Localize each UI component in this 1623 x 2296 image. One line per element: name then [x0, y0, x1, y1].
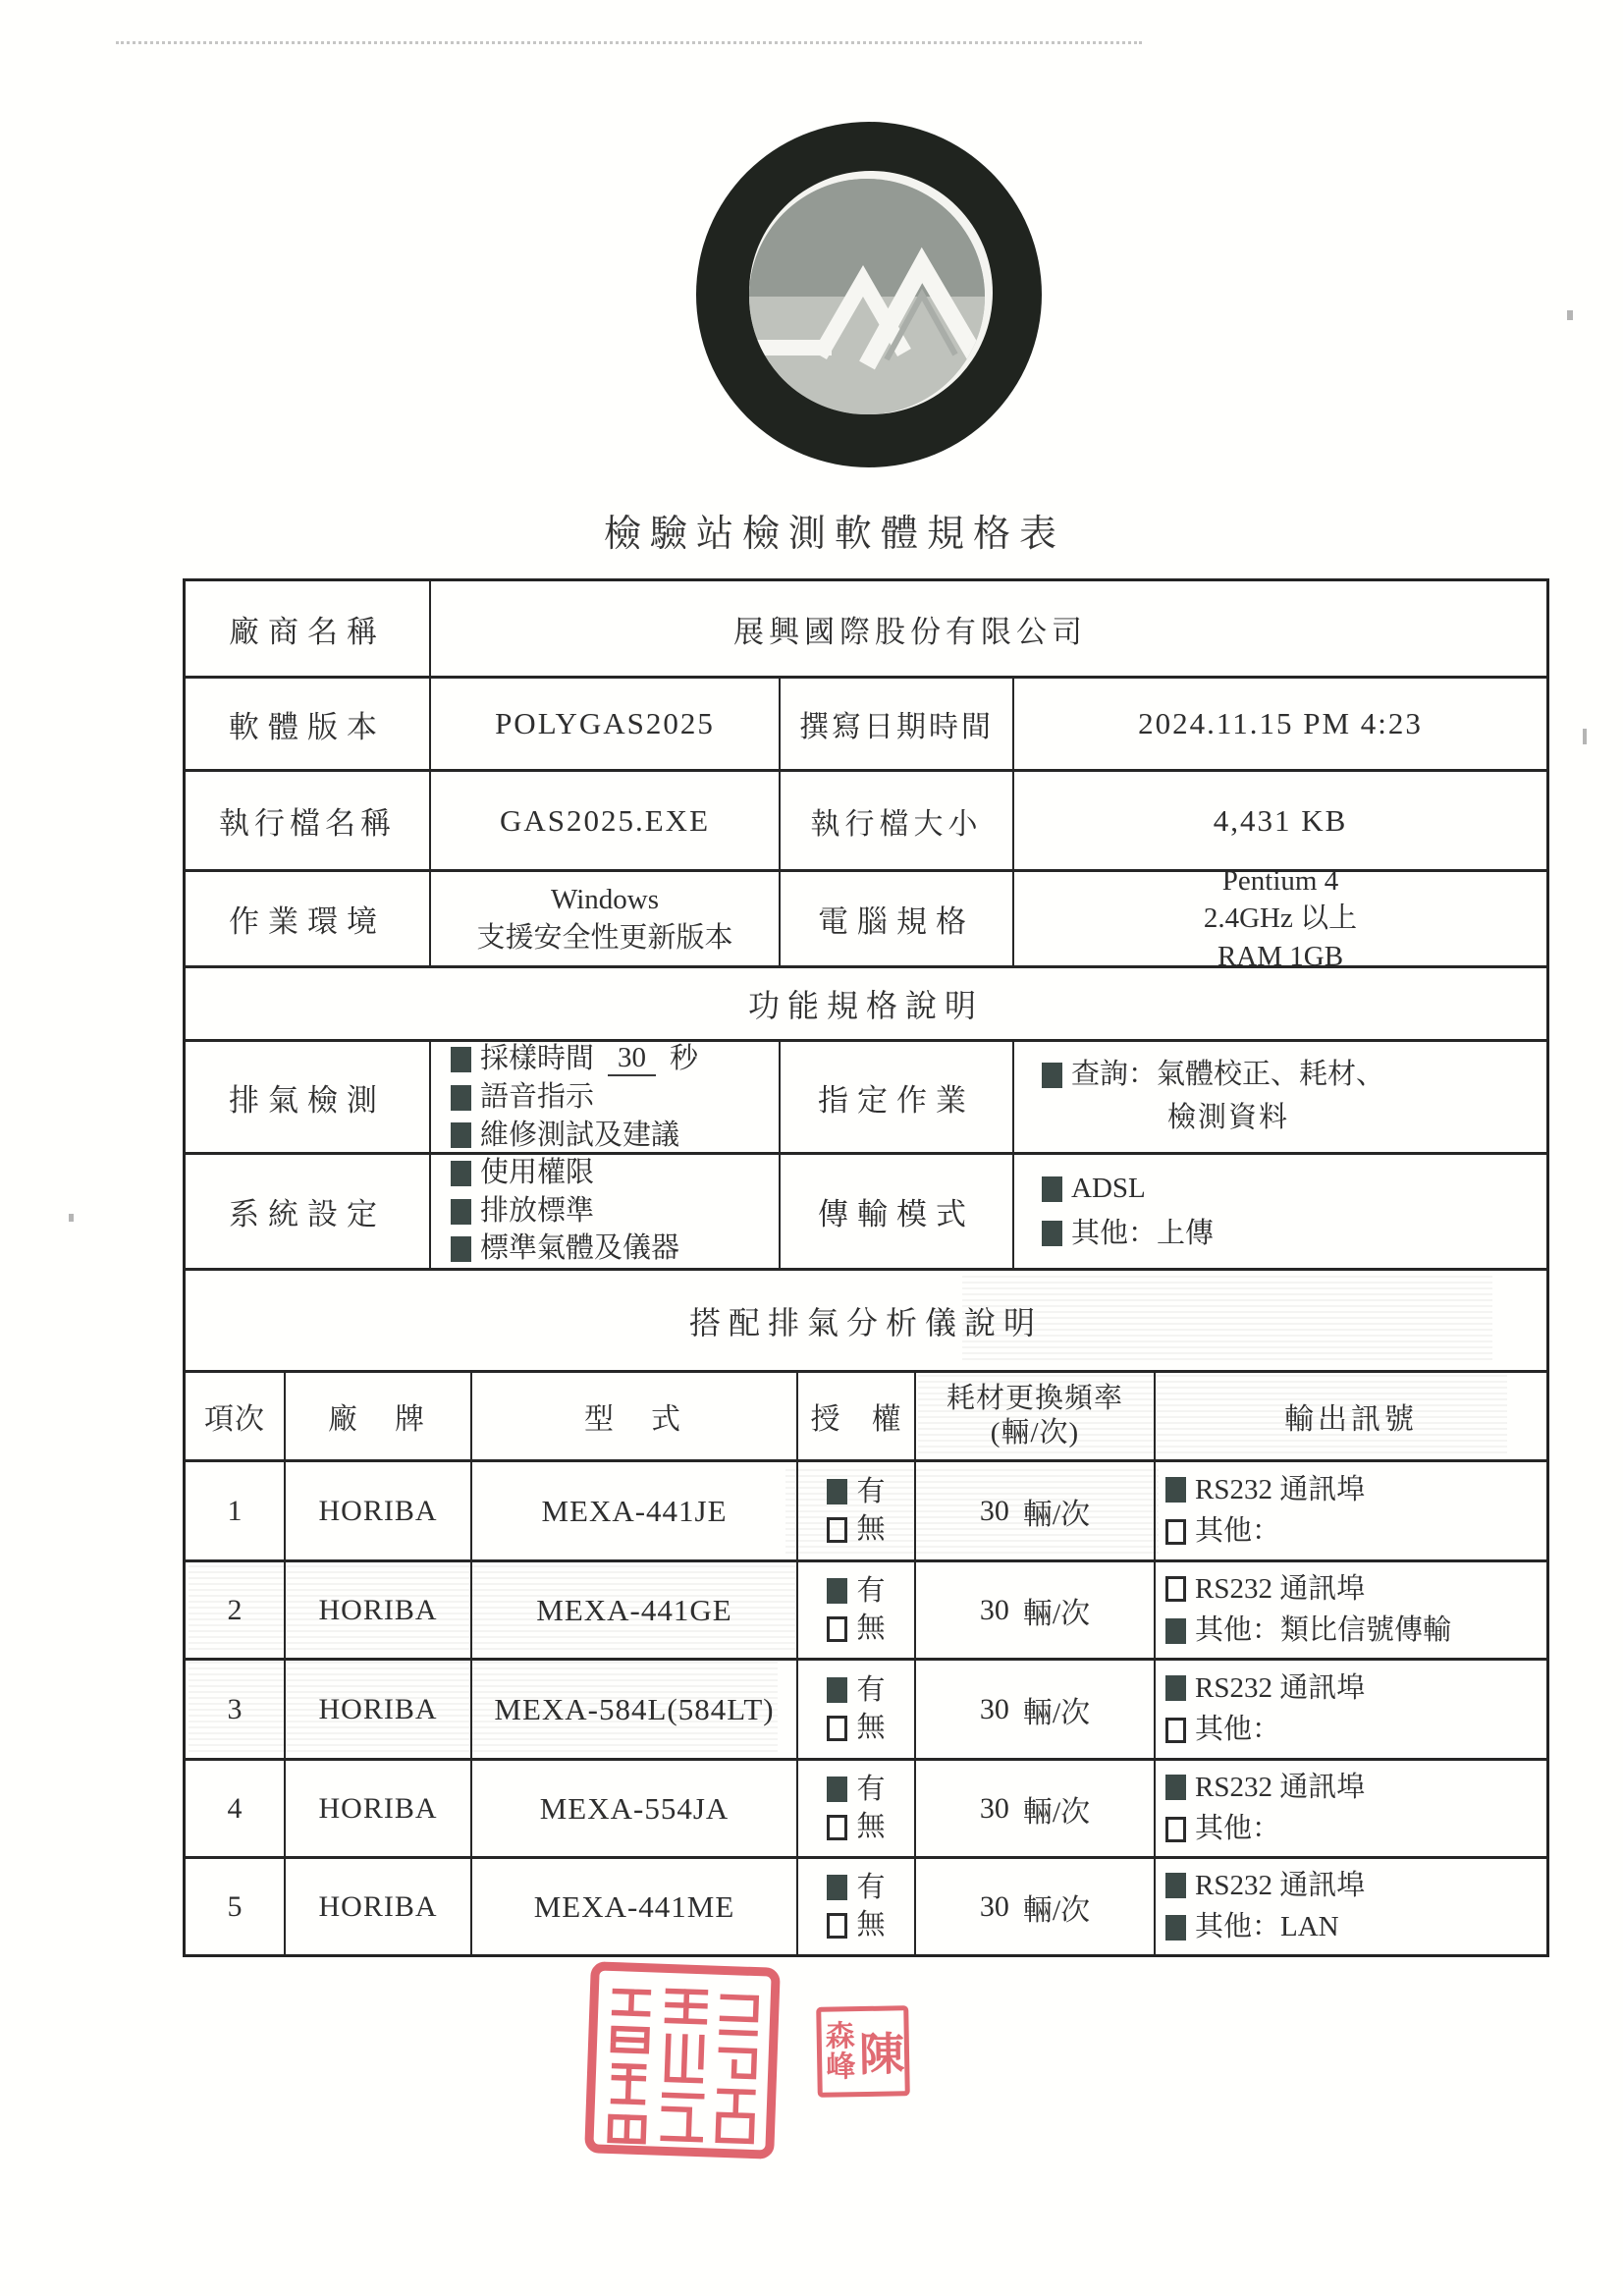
job-value [1014, 1059, 1546, 1135]
sys-item-permission [451, 1157, 779, 1189]
analyzer-row-5 [186, 1856, 1546, 1954]
checkbox-other [1165, 1915, 1186, 1941]
row-func-header [186, 965, 1546, 1039]
checkbox-rs232 [1165, 1775, 1186, 1800]
row2-freq [914, 1562, 1154, 1658]
scan-speck [69, 1214, 74, 1222]
col-model-cell [470, 1373, 796, 1459]
company-seal-icon [584, 1961, 782, 2160]
company-seal-stamp [584, 1961, 782, 2160]
row5-brand: HORIBA [318, 1889, 438, 1923]
row1-signal [1154, 1462, 1546, 1559]
freq-value: 30 [979, 1692, 1009, 1725]
auth-yes-label: 有 [856, 1773, 886, 1805]
auth-yes-label: 有 [856, 1871, 886, 1903]
os-label: 作業環境 [229, 904, 386, 939]
checkbox-maintenance [451, 1122, 471, 1148]
date-value: 2024.11.15 PM 4:23 [1138, 706, 1423, 740]
checkbox-voice [451, 1085, 471, 1111]
job-label-cell [779, 1042, 1012, 1152]
checkbox-sampling [451, 1047, 471, 1072]
standard-gas-text: 標準氣體及儀器 [480, 1232, 680, 1265]
checkbox-auth-no [827, 1716, 847, 1741]
row5-model: MEXA-441ME [533, 1888, 735, 1924]
sys-label-cell [186, 1155, 429, 1268]
auth-yes-label: 有 [856, 1475, 886, 1507]
checkbox-permission [451, 1161, 471, 1186]
other-text: 其他： [1195, 1813, 1281, 1844]
rs232-text: RS232 通訊埠 [1195, 1473, 1366, 1505]
job-label: 指定作業 [818, 1082, 975, 1118]
checkbox-other [1165, 1817, 1186, 1842]
exhaust-item-voice [451, 1081, 779, 1114]
exhaust-item-sampling [451, 1042, 779, 1076]
row4-brand: HORIBA [318, 1791, 438, 1825]
trans-label-cell [779, 1155, 1012, 1268]
row5-no: 5 [227, 1889, 243, 1923]
rs232-text: RS232 通訊埠 [1195, 1671, 1366, 1704]
auth-no-label: 無 [856, 1712, 886, 1743]
auth-no-label: 無 [856, 1513, 886, 1545]
row5-freq [914, 1859, 1154, 1954]
analyzer-section-title: 搭配排氣分析儀說明 [688, 1304, 1043, 1340]
permission-text: 使用權限 [480, 1157, 595, 1189]
rs232-text: RS232 通訊埠 [1195, 1572, 1366, 1605]
row-exhaust [186, 1039, 1546, 1152]
checkbox-rs232 [1165, 1576, 1186, 1602]
col-auth: 授 權 [810, 1403, 902, 1436]
os-line1: Windows [550, 884, 659, 916]
voice-text: 語音指示 [480, 1081, 595, 1114]
date-label-cell [779, 679, 1012, 769]
pc-value-cell [1012, 872, 1546, 965]
auth-yes-label: 有 [856, 1673, 886, 1706]
row4-freq [914, 1761, 1154, 1856]
auth-no-label: 無 [856, 1613, 886, 1644]
size-value-cell [1012, 772, 1546, 869]
sw-value-cell [429, 679, 779, 769]
sys-item-emission [451, 1195, 779, 1228]
trans-label: 傳輸模式 [818, 1197, 975, 1231]
exhaust-label-cell [186, 1042, 429, 1152]
sw-label-cell [186, 679, 429, 769]
row1-freq [914, 1462, 1154, 1559]
checkbox-other [1165, 1718, 1186, 1743]
os-value [476, 882, 732, 956]
mountain-peaks-icon [694, 116, 1044, 474]
checkbox-rs232 [1165, 1873, 1186, 1898]
personal-seal-right-column [858, 2010, 904, 2092]
auth-yes-label: 有 [856, 1574, 886, 1607]
freq-value: 30 [979, 1593, 1009, 1626]
job-query [1042, 1059, 1546, 1091]
col-brand: 廠 牌 [328, 1403, 428, 1436]
exhaust-items [431, 1042, 779, 1152]
other-text: 其他：類比信號傳輸 [1195, 1614, 1452, 1646]
seal-char-3: 峰 [825, 2050, 856, 2084]
col-freq-line1: 耗材更換頻率 [946, 1383, 1123, 1415]
vendor-label-cell [186, 581, 429, 676]
pc-label: 電腦規格 [818, 904, 975, 939]
date-label: 撰寫日期時間 [799, 711, 994, 743]
row4-model: MEXA-554JA [539, 1790, 730, 1826]
pc-line1: Pentium 4 [1221, 872, 1339, 898]
func-section-title: 功能規格說明 [747, 988, 984, 1023]
freq-value: 30 [979, 1494, 1009, 1527]
analyzer-columns-row [186, 1370, 1546, 1459]
row3-auth [796, 1661, 914, 1758]
checkbox-rs232 [1165, 1675, 1186, 1701]
row1-model: MEXA-441JE [541, 1493, 728, 1528]
os-label-cell [186, 872, 429, 965]
sys-item-standard-gas [451, 1232, 779, 1265]
sys-label: 系統設定 [229, 1197, 386, 1231]
size-label: 執行檔大小 [810, 807, 983, 841]
row3-model: MEXA-584L(584LT) [494, 1691, 775, 1726]
trans-value [1014, 1173, 1546, 1250]
os-line2: 支援安全性更新版本 [476, 921, 733, 954]
personal-seal-stamp [816, 2005, 910, 2098]
pc-line2: 2.4GHz 以上 [1203, 902, 1358, 935]
exe-value: GAS2025.EXE [499, 802, 711, 838]
checkbox-auth-yes [827, 1677, 847, 1703]
sampling-seconds: 30 [608, 1042, 656, 1076]
checkbox-auth-no [827, 1517, 847, 1543]
rs232-text: RS232 通訊埠 [1195, 1771, 1366, 1803]
auth-no-label: 無 [856, 1909, 886, 1941]
row-executable [186, 769, 1546, 869]
checkbox-standard-gas [451, 1236, 471, 1262]
row-vendor [186, 581, 1546, 676]
checkbox-other [1165, 1519, 1186, 1545]
freq-unit: 輛/次 [1022, 1696, 1091, 1729]
exhaust-items-cell [429, 1042, 779, 1152]
checkbox-auth-no [827, 1913, 847, 1939]
col-brand-cell [284, 1373, 470, 1459]
col-freq-cell [914, 1373, 1154, 1459]
analyzer-row-3 [186, 1658, 1546, 1758]
other-text: 其他： [1195, 1714, 1281, 1745]
row2-auth [796, 1562, 914, 1658]
freq-unit: 輛/次 [1022, 1795, 1091, 1829]
checkbox-auth-yes [827, 1777, 847, 1802]
sys-items-cell [429, 1155, 779, 1268]
spec-table [183, 578, 1549, 1957]
checkbox-query [1042, 1063, 1062, 1088]
checkbox-adsl [1042, 1176, 1062, 1202]
auth-no-label: 無 [856, 1811, 886, 1842]
row3-brand: HORIBA [318, 1692, 438, 1725]
freq-value: 30 [979, 1889, 1009, 1923]
job-value-cell [1012, 1042, 1546, 1152]
analyzer-row-4 [186, 1758, 1546, 1856]
row2-signal [1154, 1562, 1546, 1658]
pc-label-cell [779, 872, 1012, 965]
sys-items [431, 1157, 779, 1265]
col-no-cell [186, 1373, 284, 1459]
col-freq-line2: (輛/次) [990, 1417, 1080, 1449]
sampling-text: 採樣時間 [480, 1042, 595, 1074]
trans-value-cell [1012, 1155, 1546, 1268]
checkbox-auth-yes [827, 1875, 847, 1900]
page-title: 檢驗站檢測軟體規格表 [603, 514, 1065, 555]
pc-value [1204, 872, 1357, 965]
col-model: 型 式 [584, 1403, 684, 1436]
freq-unit: 輛/次 [1022, 1893, 1091, 1927]
checkbox-other [1165, 1618, 1186, 1644]
maintenance-text: 維修測試及建議 [480, 1119, 680, 1151]
analyzer-row-1 [186, 1459, 1546, 1559]
col-signal: 輸出訊號 [1284, 1403, 1418, 1436]
sampling-unit: 秒 [670, 1042, 699, 1074]
vendor-value-cell [429, 581, 1546, 676]
row-system [186, 1152, 1546, 1268]
rs232-text: RS232 通訊埠 [1195, 1869, 1366, 1901]
exe-value-cell [429, 772, 779, 869]
freq-unit: 輛/次 [1022, 1498, 1091, 1531]
pc-line3: RAM 1GB [1217, 940, 1344, 965]
company-logo [694, 116, 1044, 474]
trans-other [1042, 1218, 1546, 1250]
scan-speck [1567, 310, 1573, 320]
row2-model: MEXA-441GE [536, 1592, 732, 1627]
other-text: 其他：LAN [1195, 1911, 1339, 1942]
vendor-label: 廠商名稱 [229, 614, 386, 649]
other-text: 其他： [1195, 1515, 1281, 1547]
col-no: 項次 [204, 1403, 265, 1436]
row-analyzer-header [186, 1268, 1546, 1370]
row4-signal [1154, 1761, 1546, 1856]
checkbox-rs232 [1165, 1477, 1186, 1503]
col-freq [947, 1382, 1123, 1450]
row-software [186, 676, 1546, 769]
row1-brand: HORIBA [318, 1494, 438, 1527]
checkbox-auth-no [827, 1815, 847, 1840]
scan-artifact-dashes [116, 41, 1142, 44]
seal-char-1: 陳 [858, 2029, 905, 2081]
trans-other-text: 其他：上傳 [1071, 1217, 1215, 1249]
row4-no: 4 [227, 1791, 243, 1825]
exhaust-label: 排氣檢測 [229, 1082, 386, 1118]
col-auth-cell [796, 1373, 914, 1459]
size-value: 4,431 KB [1213, 802, 1348, 838]
trans-adsl [1042, 1173, 1546, 1205]
exe-label-cell [186, 772, 429, 869]
checkbox-auth-yes [827, 1479, 847, 1504]
scan-speck [1583, 729, 1587, 744]
job-line1: 查詢：氣體校正、耗材、 [1071, 1058, 1385, 1090]
row2-brand: HORIBA [318, 1593, 438, 1626]
checkbox-auth-yes [827, 1578, 847, 1604]
adsl-text: ADSL [1071, 1173, 1146, 1205]
personal-seal-left-column [821, 2011, 859, 2093]
row3-freq [914, 1661, 1154, 1758]
checkbox-trans-other [1042, 1221, 1062, 1246]
checkbox-auth-no [827, 1616, 847, 1642]
os-value-cell [429, 872, 779, 965]
row5-signal [1154, 1859, 1546, 1954]
col-signal-cell [1154, 1373, 1546, 1459]
row5-auth [796, 1859, 914, 1954]
analyzer-row-2 [186, 1559, 1546, 1658]
checkbox-emission [451, 1199, 471, 1225]
row1-no: 1 [227, 1494, 243, 1527]
freq-value: 30 [979, 1791, 1009, 1825]
size-label-cell [779, 772, 1012, 869]
exe-label: 執行檔名稱 [219, 806, 396, 841]
func-header-cell [186, 968, 1546, 1039]
freq-unit: 輛/次 [1022, 1597, 1091, 1630]
vendor-value: 展興國際股份有限公司 [733, 614, 1087, 649]
seal-char-2: 森 [825, 2019, 856, 2053]
sw-label: 軟體版本 [229, 709, 386, 744]
row4-auth [796, 1761, 914, 1856]
sw-value: POLYGAS2025 [495, 706, 715, 740]
emission-text: 排放標準 [480, 1194, 595, 1227]
row1-auth [796, 1462, 914, 1559]
analyzer-header-cell [186, 1271, 1546, 1370]
job-line2: 檢測資料 [1167, 1102, 1290, 1134]
exhaust-item-maintenance [451, 1120, 779, 1152]
row3-no: 3 [227, 1692, 243, 1725]
row2-no: 2 [227, 1593, 243, 1626]
row-os [186, 869, 1546, 965]
date-value-cell [1012, 679, 1546, 769]
row3-signal [1154, 1661, 1546, 1758]
